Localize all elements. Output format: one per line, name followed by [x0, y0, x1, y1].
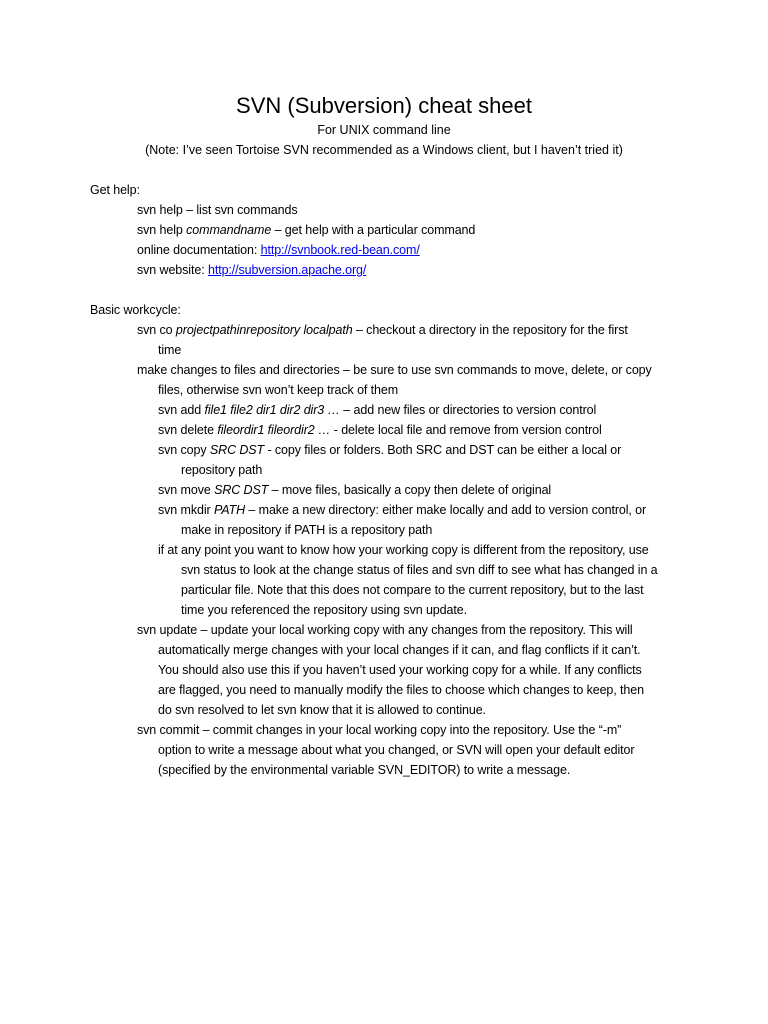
svn-commit-line-3: (specified by the environmental variable SVN_EDITOR) to write a message. [158, 763, 571, 777]
description: – move files, basically a copy then delete of original [268, 483, 552, 497]
argument: SRC DST [209, 443, 265, 457]
argument: projectpathinrepository localpath [175, 323, 353, 337]
argument: commandname [186, 223, 272, 237]
svn-delete-line [158, 421, 602, 439]
text: to see what has changed in a [494, 563, 658, 577]
argument: SRC DST [214, 483, 269, 497]
description: - copy files or folders. Both SRC and DST can be either a local or [264, 443, 622, 457]
status-line-4 [181, 601, 467, 619]
label: svn website: [137, 263, 208, 277]
description: – get help with a particular command [271, 223, 476, 237]
command: svn co [137, 323, 176, 337]
command: svn help [137, 203, 183, 217]
command: svn move [158, 483, 215, 497]
svn-co-line-cont: time [158, 343, 182, 357]
description: – make a new directory: either make locally and add to version control, or [245, 503, 647, 517]
svn-update-line-2: automatically merge changes with your local changes if it can, and flag conflicts if it can’t. [158, 643, 641, 657]
page-subtitle: For UNIX command line [317, 123, 451, 137]
subversion-link[interactable]: http://subversion.apache.org/ [207, 263, 367, 277]
text: do [158, 703, 176, 717]
status-line-1: if at any point you want to know how your working copy is different from the repository, use [158, 543, 649, 557]
workcycle-heading: Basic workcycle: [90, 303, 181, 317]
svn-website-line [137, 261, 366, 279]
svn-copy-line-cont: repository path [181, 463, 263, 477]
svn-update-line-3: You should also use this if you haven’t used your working copy for a while. If any conflicts [158, 663, 642, 677]
argument: PATH [213, 503, 246, 517]
status-line-2 [181, 561, 658, 579]
svn-update-line-4: are flagged, you need to manually modify the files to choose which changes to keep, then [158, 683, 644, 697]
description: - delete local file and remove from version control [330, 423, 602, 437]
svn-move-line [158, 481, 551, 499]
command: svn resolved [175, 703, 245, 717]
get-help-heading: Get help: [90, 183, 140, 197]
svn-co-line [137, 321, 628, 339]
svn-add-line [158, 401, 596, 419]
text: . [463, 603, 467, 617]
svn-update-line [137, 621, 633, 639]
svn-update-line-5 [158, 701, 486, 719]
status-line-3: particular file. Note that this does not compare to the current repository, but to the last [181, 583, 644, 597]
command: svn diff [455, 563, 495, 577]
command: svn update [137, 623, 198, 637]
svn-mkdir-line [158, 501, 646, 519]
argument: file1 file2 dir1 dir2 dir3 … [204, 403, 340, 417]
svn-copy-line [158, 441, 621, 459]
argument: fileordir1 fileordir2 … [217, 423, 331, 437]
command: svn commit [137, 723, 200, 737]
text: time you referenced the repository using [181, 603, 404, 617]
text: to let svn know that it is allowed to continue. [244, 703, 486, 717]
make-changes-line-cont: files, otherwise svn won’t keep track of them [158, 383, 399, 397]
svn-commit-line-2: option to write a message about what you changed, or SVN will open your default editor [158, 743, 635, 757]
svnbook-link[interactable]: http://svnbook.red-bean.com/ [260, 243, 420, 257]
description: – update your local working copy with any changes from the repository. This will [197, 623, 633, 637]
page-note: (Note: I’ve seen Tortoise SVN recommended as a Windows client, but I haven’t tried it) [145, 143, 623, 157]
command: svn add [158, 403, 205, 417]
command: svn mkdir [158, 503, 214, 517]
online-doc-line [137, 241, 420, 259]
page-title: SVN (Subversion) cheat sheet [236, 93, 532, 118]
description: – add new files or directories to version control [339, 403, 597, 417]
svn-help-command-line [137, 221, 475, 239]
command: svn status [181, 563, 237, 577]
text: to look at the change status of files and [236, 563, 456, 577]
svn-mkdir-line-cont: make in repository if PATH is a repository path [181, 523, 433, 537]
command: svn delete [158, 423, 218, 437]
label: online documentation: [137, 243, 261, 257]
description: – list svn commands [182, 203, 298, 217]
description: – checkout a directory in the repository for the first [352, 323, 628, 337]
command: svn update [403, 603, 464, 617]
command: svn copy [158, 443, 210, 457]
description: – commit changes in your local working copy into the repository. Use the “-m” [199, 723, 622, 737]
make-changes-line: make changes to files and directories – be sure to use svn commands to move, delete, or copy [137, 363, 652, 377]
command: svn help [137, 223, 187, 237]
svn-commit-line [137, 721, 621, 739]
svn-help-line [137, 201, 297, 219]
